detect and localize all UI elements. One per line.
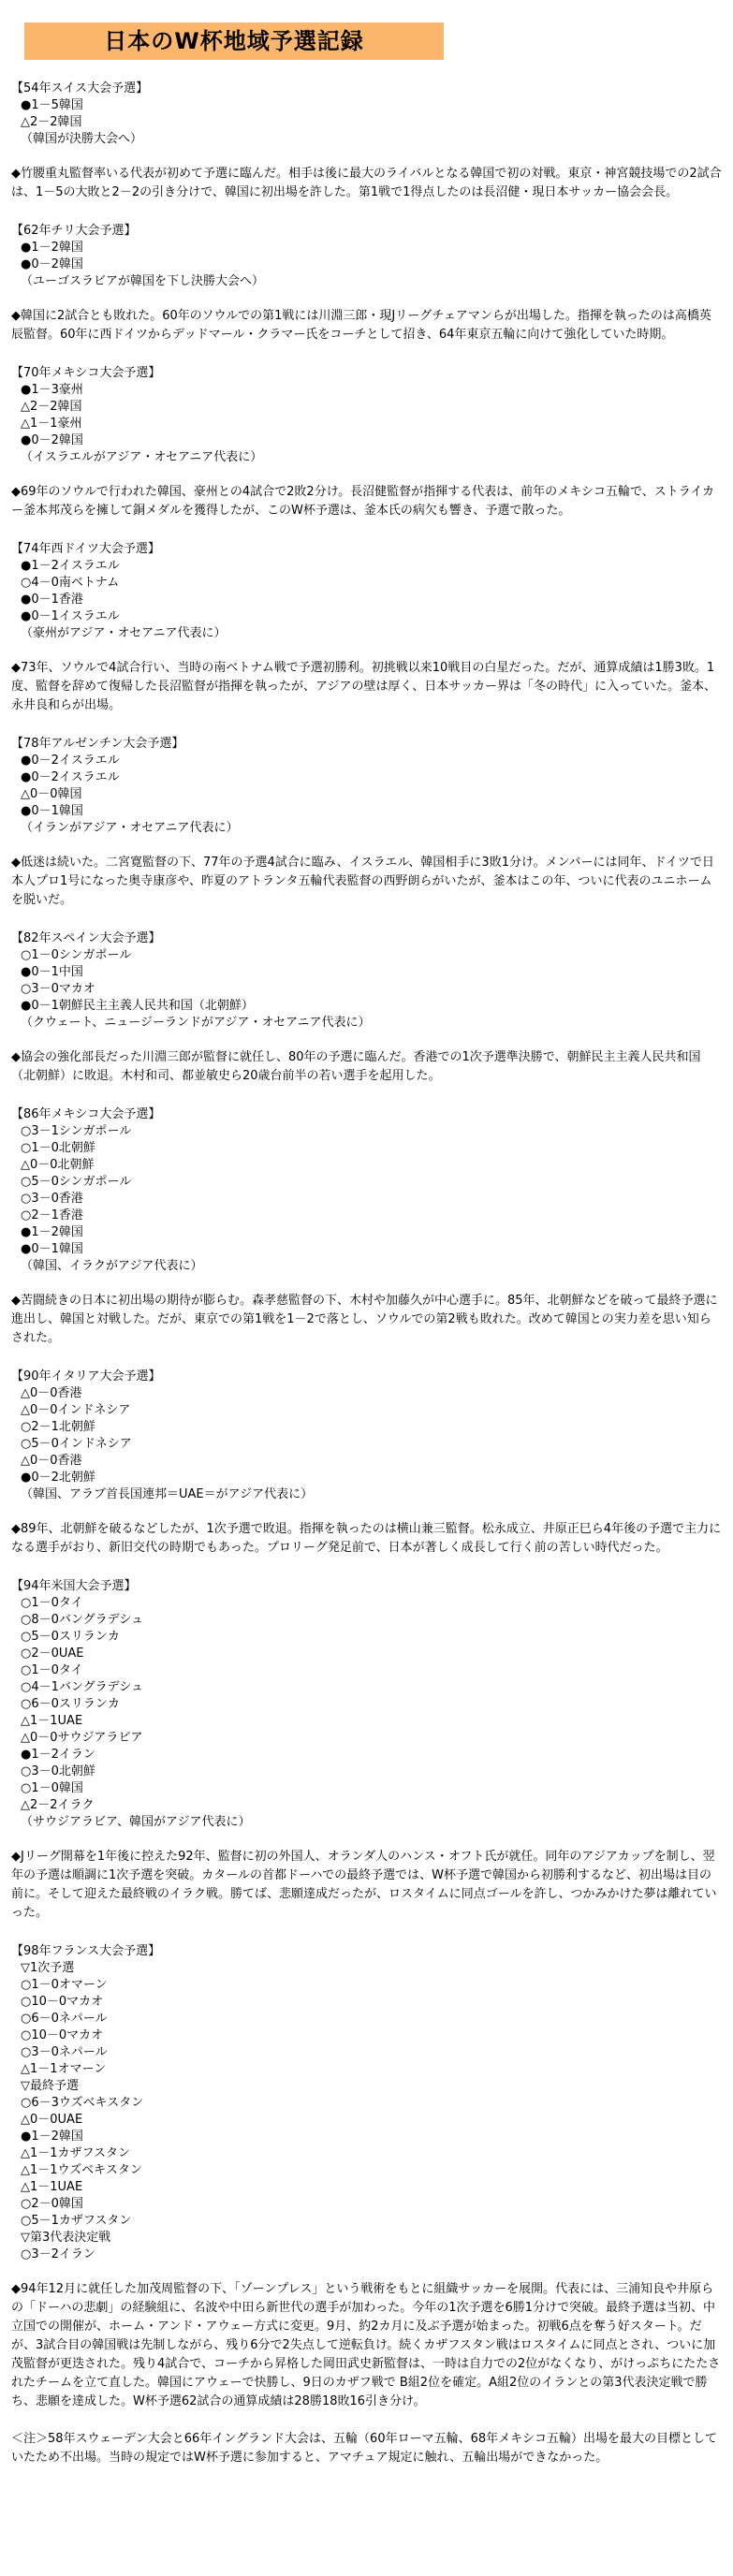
match-result: △1－1オマーン: [21, 2062, 107, 2076]
qualifier-section: [11, 1578, 722, 1923]
match-result: △2－2韓国: [21, 115, 82, 129]
section-commentary: ◆低迷は続いた。二宮寛監督の下、77年の予選4試合に臨み、イスラエル、韓国相手に3敗1分け。メンバーには同年、ドイツで日本人プロ1号になった奥寺康彦や、昨夏のアトランタ五輪代表監督の西野朗らがいたが、釜本はこの年、ついに代表のユニホームを脱いだ。: [11, 856, 714, 907]
section-commentary: ◆苦闘続きの日本に初出場の期待が膨らむ。森孝慈監督の下、木村や加藤久が中心選手に。85年、北朝鮮などを破って最終予選に進出し、韓国と対戦した。だが、東京での第1戦を1－2で落とし、ソウルでの第2戦も敗れた。改めて韓国との実力差を思い知らされた。: [11, 1294, 718, 1345]
match-result: ●0－1朝鮮民主主義人民共和国（北朝鮮）: [21, 999, 254, 1013]
match-result: ●0－2韓国: [21, 433, 83, 447]
qualifier-section: [11, 1943, 722, 2411]
match-result: △0－0サウジアラビア: [21, 1731, 143, 1745]
match-result: ●1－2イスラエル: [21, 559, 120, 573]
qualifier-outcome-note: （豪州がアジア・オセアニア代表に）: [21, 626, 227, 640]
match-result: △0－0香港: [21, 1454, 82, 1468]
match-result: ○6－0ネパール: [21, 2012, 108, 2026]
sections-container: [11, 80, 722, 2411]
match-result: ○5－0スリランカ: [21, 1630, 120, 1644]
match-result: ●1－2韓国: [21, 2130, 83, 2144]
match-result: ●0－2韓国: [21, 257, 83, 271]
qualifier-outcome-note: （イスラエルがアジア・オセアニア代表に）: [21, 450, 263, 464]
match-result: △1－1ウズベキスタン: [21, 2163, 142, 2177]
match-result: △1－1UAE: [21, 2180, 83, 2194]
qualifier-section: [11, 541, 722, 715]
section-heading: 【70年メキシコ大会予選】: [11, 366, 161, 380]
match-result: △0－0UAE: [21, 2113, 83, 2127]
match-result: ○8－0バングラデシュ: [21, 1613, 144, 1627]
section-heading: 【98年フランス大会予選】: [11, 1944, 161, 1958]
match-result: ○1－0シンガポール: [21, 948, 132, 962]
section-commentary: ◆Jリーグ開幕を1年後に控えた92年、監督に初の外国人、オランダ人のハンス・オフト氏が就任。同年のアジアカップを制し、翌年の予選は順調に1次予選を突破。カタールの首都ドーハでの最終予選では、W杯予選で韓国から初勝利するなど、初出場は目の前に。そして迎えた最終戦のイラク戦。勝てば、悲願達成だったが、ロスタイムに同点ゴールを許し、つかみかけた夢は離れていった。: [11, 1850, 717, 1920]
match-result: △0－0香港: [21, 1386, 82, 1400]
match-result: ○4－1バングラデシュ: [21, 1680, 144, 1694]
section-heading: 【90年イタリア大会予選】: [11, 1369, 161, 1383]
qualifier-section: [11, 736, 722, 910]
qualifier-outcome-note: （韓国、イラクがアジア代表に）: [21, 1259, 203, 1273]
match-result: ○5－0インドネシア: [21, 1437, 132, 1451]
qualifier-outcome-note: （クウェート、ニュージーランドがアジア・オセアニア代表に）: [21, 1016, 371, 1030]
match-result: ●1－2イラン: [21, 1748, 95, 1762]
match-result: ●0－1イスラエル: [21, 609, 120, 623]
qualifier-section: [11, 1368, 722, 1558]
match-result: ○10－0マカオ: [21, 2028, 104, 2042]
section-commentary: ◆韓国に2試合とも敗れた。60年のソウルでの第1戦には川淵三郎・現Jリーグチェアマンらが出場した。指揮を執ったのは高橋英辰監督。60年に西ドイツからデッドマール・クラマー氏をコーチとして招き、64年東京五輪に向けて強化していた時期。: [11, 309, 711, 342]
match-result: ○4－0南ベトナム: [21, 576, 120, 590]
match-result: ○6－3ウズベキスタン: [21, 2096, 144, 2110]
match-result: △1－1豪州: [21, 417, 82, 431]
match-result: △1－1UAE: [21, 1714, 83, 1728]
match-result: ●0－2北朝鮮: [21, 1471, 95, 1485]
qualifier-section: [11, 223, 722, 344]
match-result: ○10－0マカオ: [21, 1995, 104, 2009]
qualifier-outcome-note: （韓国が決勝大会へ）: [21, 132, 143, 146]
match-result: ○6－0スリランカ: [21, 1697, 120, 1711]
match-result: ○1－0韓国: [21, 1781, 83, 1795]
qualifier-outcome-note: （韓国、アラブ首長国連邦＝UAE＝がアジア代表に）: [21, 1487, 314, 1501]
section-commentary: ◆89年、北朝鮮を破るなどしたが、1次予選で敗退。指揮を執ったのは横山兼三監督。松永成立、井原正巳ら4年後の予選で主力になる選手がおり、新旧交代の時期でもあった。プロリーグ発足前で、日本が著しく成長して行く前の苦しい時代だった。: [11, 1522, 722, 1555]
section-heading: 【78年アルゼンチン大会予選】: [11, 737, 184, 751]
section-commentary: ◆73年、ソウルで4試合行い、当時の南ベトナム戦で予選初勝利。初挑戦以来10戦目の白星だった。だが、通算成績は1勝3敗。1度、監督を辞めて復帰した長沼監督が指揮を執ったが、アジアの壁は厚く、日本サッカー界は「冬の時代」に入っていた。釜本、永井良和らが出場。: [11, 661, 716, 712]
match-result: ●0－1中国: [21, 965, 83, 979]
page-title: 日本のW杯地域予選記録: [24, 22, 444, 60]
match-result: ●1－5韓国: [21, 98, 83, 112]
match-result: ●0－2イスラエル: [21, 770, 120, 784]
match-result: ○1－0北朝鮮: [21, 1141, 95, 1155]
section-commentary: ◆94年12月に就任した加茂周監督の下、「ゾーンプレス」という戦術をもとに組織サッカーを展開。代表には、三浦知良や井原らの「ドーハの悲劇」の経験組に、名波や中田ら新世代の選手が加わった。今年の1次予選を6勝1分けで突破。最終予選は当初、中立国での開催が、ホーム・アンド・アウェー方式に変更。9月、約2カ月に及ぶ予選が始まった。初戦6点を奪う好スタート。だが、3試合目の韓国戦は先制しながら、残り6分で2失点して逆転負け。続くカザフスタン戦はロスタイムに同点とされ、ついに加茂監督が更迭された。残り4試合で、コーチから昇格した岡田武史新監督は、一時は自力での2位がなくなり、がけっぷちにたたされたチームを立て直した。韓国にアウェーで快勝し、9日のカザフ戦で B組2位を確定。A組2位のイランとの第3代表決定戦で勝ち、悲願を達成した。W杯予選62試合の通算成績は28勝18敗16引き分け。: [11, 2282, 721, 2408]
section-heading: 【94年米国大会予選】: [11, 1579, 137, 1593]
qualifier-section: [11, 80, 722, 202]
section-heading: 【62年チリ大会予選】: [11, 224, 137, 238]
match-result: ○5－0シンガポール: [21, 1175, 132, 1189]
match-result: ○2－1北朝鮮: [21, 1420, 95, 1434]
match-result: ○2－0UAE: [21, 1647, 84, 1661]
qualifier-section: [11, 930, 722, 1086]
match-result: ○5－1カザフスタン: [21, 2214, 132, 2228]
match-result: △0－0インドネシア: [21, 1403, 131, 1417]
qualifier-section: [11, 365, 722, 520]
match-result: △2－2イラク: [21, 1798, 95, 1812]
section-commentary: ◆竹腰重丸監督率いる代表が初めて予選に臨んだ。相手は後に最大のライバルとなる韓国で初の対戦。東京・神宮競技場での2試合は、1－5の大敗と2－2の引き分けで、韓国に初出場を許した。第1戦で1得点したのは長沼健・現日本サッカー協会会長。: [11, 167, 722, 199]
match-result: △2－2韓国: [21, 400, 82, 414]
match-result: △1－1カザフスタン: [21, 2146, 131, 2160]
match-result: ○3－1シンガポール: [21, 1124, 132, 1138]
qualifier-outcome-note: （サウジアラビア、韓国がアジア代表に）: [21, 1815, 251, 1829]
section-heading: 【54年スイス大会予選】: [11, 81, 149, 95]
footnote: ＜注＞58年スウェーデン大会と66年イングランド大会は、五輪（60年ローマ五輪、68年メキシコ五輪）出場を最大の目標としていたため不出場。当時の規定ではW杯予選に参加すると、アマチュア規定に触れ、五輪出場ができなかった。: [11, 2432, 717, 2465]
section-commentary: ◆協会の強化部長だった川淵三郎が監督に就任し、80年の予選に臨んだ。香港での1次予選準決勝で、朝鮮民主主義人民共和国（北朝鮮）に敗退。木村和司、都並敏史ら20歳台前半の若い選手を起用した。: [11, 1050, 701, 1083]
match-result: ●0－1韓国: [21, 804, 83, 818]
match-result: ●1－2韓国: [21, 241, 83, 255]
match-result: ○1－0タイ: [21, 1663, 83, 1677]
match-result: ○3－0香港: [21, 1192, 83, 1206]
match-result: ○3－0ネパール: [21, 2045, 108, 2059]
match-result: ●1－3豪州: [21, 383, 83, 397]
qualifier-outcome-note: （ユーゴスラビアが韓国を下し決勝大会へ）: [21, 274, 265, 288]
section-commentary: ◆69年のソウルで行われた韓国、豪州との4試合で2敗2分け。長沼健監督が指揮する代表は、前年のメキシコ五輪で、ストライカー釜本邦茂らを擁して銅メダルを獲得したが、このW杯予選は、釜本氏の病欠も響き、予選で散った。: [11, 485, 715, 518]
match-result: ▽1次予選: [21, 1961, 75, 1975]
match-result: ○3－0マカオ: [21, 982, 95, 996]
qualifier-section: [11, 1106, 722, 1348]
match-result: △0－0韓国: [21, 787, 82, 801]
match-result: ○1－0オマーン: [21, 1978, 108, 1992]
match-result: ●0－1香港: [21, 593, 83, 607]
match-result: ○3－2イラン: [21, 2247, 95, 2261]
section-heading: 【86年メキシコ大会予選】: [11, 1107, 161, 1121]
match-result: ○3－0北朝鮮: [21, 1764, 95, 1778]
qualifier-outcome-note: （イランがアジア・オセアニア代表に）: [21, 821, 239, 835]
match-result: ●0－2イスラエル: [21, 754, 120, 768]
match-result: △0－0北朝鮮: [21, 1158, 95, 1172]
match-result: ○2－0韓国: [21, 2197, 83, 2211]
match-result: ▽第3代表決定戦: [21, 2231, 111, 2245]
match-result: ○2－1香港: [21, 1208, 83, 1222]
match-result: ○1－0タイ: [21, 1596, 83, 1610]
match-result: ▽最終予選: [21, 2079, 79, 2093]
match-result: ●0－1韓国: [21, 1242, 83, 1256]
match-result: ●1－2韓国: [21, 1225, 83, 1239]
section-heading: 【74年西ドイツ大会予選】: [11, 542, 160, 556]
section-heading: 【82年スペイン大会予選】: [11, 931, 161, 945]
